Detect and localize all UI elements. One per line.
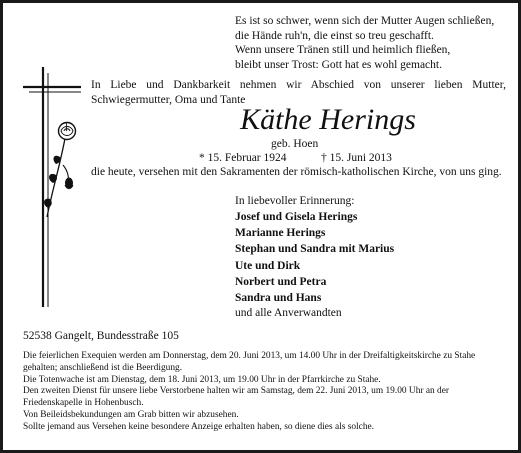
body-text: die heute, versehen mit den Sakramenten der römisch-katholischen Kirche, von uns ging.: [91, 166, 502, 178]
intro-text: In Liebe und Dankbarkeit nehmen wir Abschied von unserer lieben Mutter, Schwiegermutter, Oma und Tante: [91, 79, 506, 106]
detail-line: Sollte jemand aus Versehen keine besondere Anzeige erhalten haben, so diene dies als solche.: [23, 421, 375, 432]
detail-line: Die Totenwache ist am Dienstag, dem 18. Juni 2013, um 19.00 Uhr in der Pfarrkirche zu Stahe.: [23, 374, 381, 385]
mourner-name: Norbert und Petra: [235, 275, 327, 288]
mourner-name: Josef und Gisela Herings: [235, 211, 358, 223]
poem-line: bleibt unser Trost: Gott hat es wohl gemacht.: [235, 58, 442, 71]
birth-date: * 15. Februar 1924: [199, 152, 287, 164]
mourner-name: Sandra und Hans: [235, 292, 322, 305]
memory-heading: In liebevoller Erinnerung:: [235, 195, 355, 207]
mourner-name: Marianne Herings: [235, 227, 326, 240]
death-date: † 15. Juni 2013: [321, 152, 392, 164]
detail-line: Von Beileidsbekundungen am Grab bitten wir abzusehen.: [23, 409, 239, 420]
detail-line: Den zweiten Dienst für unsere liebe Verstorbene halten wir am Samstag, dem 22. Juni 2013, um 19.00 Uhr an der Friedenskapelle in Hohenbusch.: [23, 386, 450, 409]
poem-line: Wenn unsere Tränen still und heimlich fließen,: [235, 44, 451, 56]
cross-with-rose-icon: [23, 67, 83, 307]
deceased-name: Käthe Herings: [240, 103, 416, 136]
address: 52538 Gangelt, Bundesstraße 105: [23, 330, 179, 342]
service-details: [23, 351, 509, 434]
mourners-list: [235, 209, 394, 306]
poem-line: die Hände ruh'n, die einst so treu geschafft.: [235, 29, 434, 42]
poem-line: Es ist so schwer, wenn sich der Mutter Augen schließen,: [235, 15, 495, 27]
detail-line: Die feierlichen Exequien werden am Donnerstag, dem 20. Juni 2013, um 14.00 Uhr in der Dreifaltigkeitskirche zu Stahe gehalten; anschließend ist die Beerdigung.: [23, 351, 476, 373]
poem: [235, 14, 515, 72]
mourner-name: Stephan und Sandra mit Marius: [235, 243, 395, 256]
mourner-name: Ute und Dirk: [235, 259, 301, 272]
relatives-line: und alle Anverwandten: [235, 307, 342, 319]
maiden-name: geb. Hoen: [271, 138, 319, 150]
